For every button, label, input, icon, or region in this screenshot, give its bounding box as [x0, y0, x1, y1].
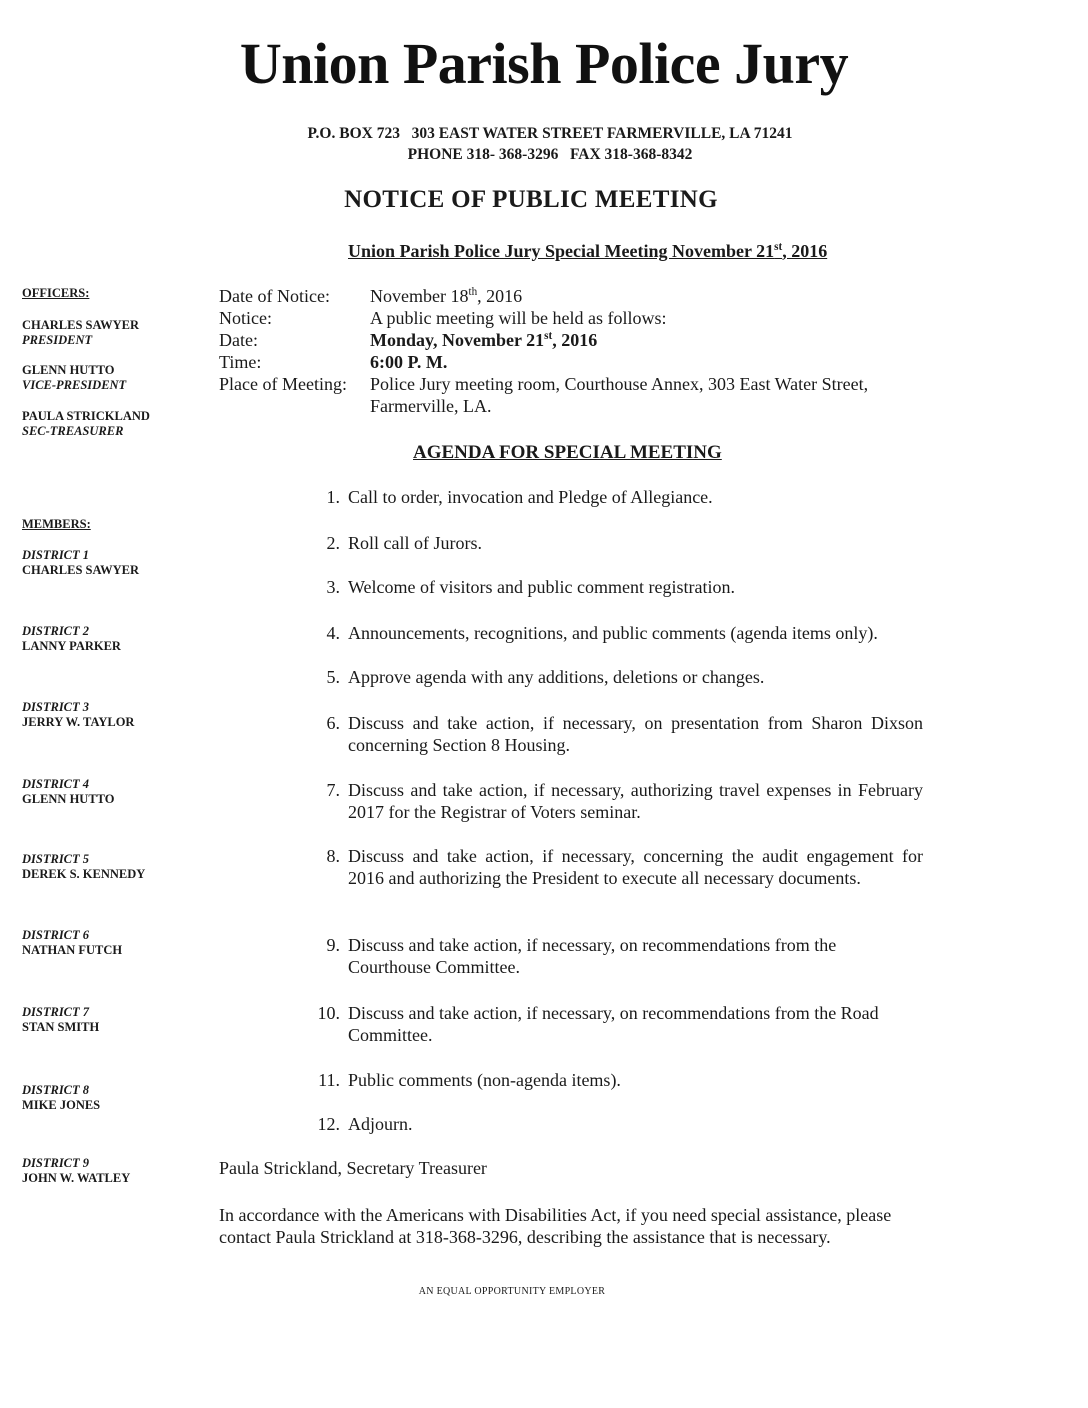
agenda-number: 8. — [326, 846, 340, 866]
officer-entry — [22, 409, 202, 439]
agenda-text: Discuss and take action, if necessary, on recommendations from the Courthouse Committee. — [348, 935, 837, 977]
member-entry — [22, 777, 202, 807]
agenda-text: Discuss and take action, if necessary, authorizing travel expenses in February 2017 for the Registrar of Voters seminar. — [348, 780, 923, 822]
member-district: DISTRICT 8 — [22, 1083, 90, 1097]
detail-value: 6:00 P. M. — [370, 352, 448, 372]
subtitle-suffix: , 2016 — [782, 241, 828, 261]
agenda-number: 10. — [317, 1003, 340, 1023]
member-name: MIKE JONES — [22, 1098, 101, 1112]
member-entry — [22, 852, 202, 882]
member-district: DISTRICT 6 — [22, 928, 90, 942]
member-district: DISTRICT 9 — [22, 1156, 90, 1170]
agenda-text: Announcements, recognitions, and public comments (agenda items only). — [348, 623, 878, 643]
agenda-number: 7. — [326, 780, 340, 800]
meeting-subtitle — [348, 241, 827, 262]
member-district: DISTRICT 4 — [22, 777, 90, 791]
member-name: GLENN HUTTO — [22, 792, 115, 806]
detail-value: Police Jury meeting room, Courthouse Annex, 303 East Water Street, Farmerville, LA. — [370, 374, 869, 416]
member-entry — [22, 700, 202, 730]
date-prefix: Monday, November 21 — [370, 330, 545, 350]
ada-notice: In accordance with the Americans with Disabilities Act, if you need special assistance, please contact Paula Strickland at 318-368-3296, describing the assistance that is necessary. — [219, 1205, 892, 1247]
member-name: JOHN W. WATLEY — [22, 1171, 131, 1185]
subtitle-prefix: Union Parish Police Jury Special Meeting November 21 — [348, 241, 775, 261]
member-name: STAN SMITH — [22, 1020, 100, 1034]
member-entry — [22, 624, 202, 654]
member-district: DISTRICT 2 — [22, 624, 90, 638]
officers-heading-label: OFFICERS: — [22, 286, 90, 300]
officer-entry — [22, 363, 202, 393]
officer-name: PAULA STRICKLAND — [22, 409, 150, 423]
detail-value: A public meeting will be held as follows: — [370, 308, 667, 328]
agenda-text: Discuss and take action, if necessary, on presentation from Sharon Dixson concerning Section 8 Housing. — [348, 713, 923, 755]
member-entry — [22, 1083, 202, 1113]
date-of-notice-prefix: November 18 — [370, 286, 469, 306]
agenda-text: Adjourn. — [348, 1114, 413, 1134]
member-name: DEREK S. KENNEDY — [22, 867, 146, 881]
agenda-number: 12. — [317, 1114, 340, 1134]
member-name: NATHAN FUTCH — [22, 943, 123, 957]
members-heading — [22, 517, 202, 532]
agenda-number: 9. — [326, 935, 340, 955]
detail-value — [370, 285, 880, 307]
letterhead-address — [230, 123, 870, 165]
date-of-notice-sup: th — [468, 286, 478, 298]
agenda-number: 4. — [326, 623, 340, 643]
officer-role: SEC-TREASURER — [22, 424, 124, 438]
detail-label: Date: — [219, 330, 258, 350]
footer-eoe: AN EQUAL OPPORTUNITY EMPLOYER — [418, 1286, 606, 1297]
members-heading-label: MEMBERS: — [22, 517, 91, 531]
agenda-number: 11. — [318, 1070, 340, 1090]
agenda-number: 2. — [326, 533, 340, 553]
member-entry — [22, 548, 202, 578]
agenda-text: Welcome of visitors and public comment registration. — [348, 577, 735, 597]
officers-heading — [22, 286, 202, 301]
detail-label: Time: — [219, 352, 262, 372]
address-line-2: PHONE 318- 368-3296 FAX 318-368-8342 — [407, 146, 693, 163]
detail-label: Notice: — [219, 308, 272, 328]
subtitle-sup: st — [774, 241, 783, 253]
agenda-heading: AGENDA FOR SPECIAL MEETING — [413, 442, 722, 463]
agenda-number: 1. — [326, 487, 340, 507]
member-district: DISTRICT 3 — [22, 700, 90, 714]
signature-line: Paula Strickland, Secretary Treasurer — [219, 1158, 487, 1178]
member-entry — [22, 1156, 202, 1186]
member-name: CHARLES SAWYER — [22, 563, 140, 577]
detail-label: Place of Meeting: — [219, 374, 347, 394]
member-name: JERRY W. TAYLOR — [22, 715, 135, 729]
letterhead-title: Union Parish Police Jury — [239, 31, 849, 96]
officer-name: GLENN HUTTO — [22, 363, 115, 377]
officer-name: CHARLES SAWYER — [22, 318, 140, 332]
date-of-notice-suffix: , 2016 — [477, 286, 523, 306]
agenda-text: Call to order, invocation and Pledge of Allegiance. — [348, 487, 713, 507]
member-district: DISTRICT 1 — [22, 548, 90, 562]
agenda-text: Public comments (non-agenda items). — [348, 1070, 621, 1090]
date-sup: st — [544, 330, 553, 342]
member-district: DISTRICT 7 — [22, 1005, 90, 1019]
officer-entry — [22, 318, 202, 348]
member-entry — [22, 928, 202, 958]
agenda-text: Discuss and take action, if necessary, on recommendations from the Road Committee. — [348, 1003, 879, 1045]
member-entry — [22, 1005, 202, 1035]
notice-title: NOTICE OF PUBLIC MEETING — [344, 186, 718, 213]
date-suffix: , 2016 — [552, 330, 598, 350]
member-name: LANNY PARKER — [22, 639, 121, 653]
agenda-text: Roll call of Jurors. — [348, 533, 482, 553]
agenda-text: Discuss and take action, if necessary, concerning the audit engagement for 2016 and authorizing the President to execute all necessary documents. — [348, 846, 923, 888]
agenda-number: 3. — [326, 577, 340, 597]
address-line-1: P.O. BOX 723 303 EAST WATER STREET FARMERVILLE, LA 71241 — [307, 125, 793, 142]
officer-role: VICE-PRESIDENT — [22, 378, 127, 392]
detail-value — [370, 329, 880, 351]
agenda-number: 5. — [326, 667, 340, 687]
member-district: DISTRICT 5 — [22, 852, 90, 866]
officer-role: PRESIDENT — [22, 333, 93, 347]
agenda-number: 6. — [326, 713, 340, 733]
agenda-text: Approve agenda with any additions, deletions or changes. — [348, 667, 765, 687]
detail-label: Date of Notice: — [219, 286, 330, 306]
